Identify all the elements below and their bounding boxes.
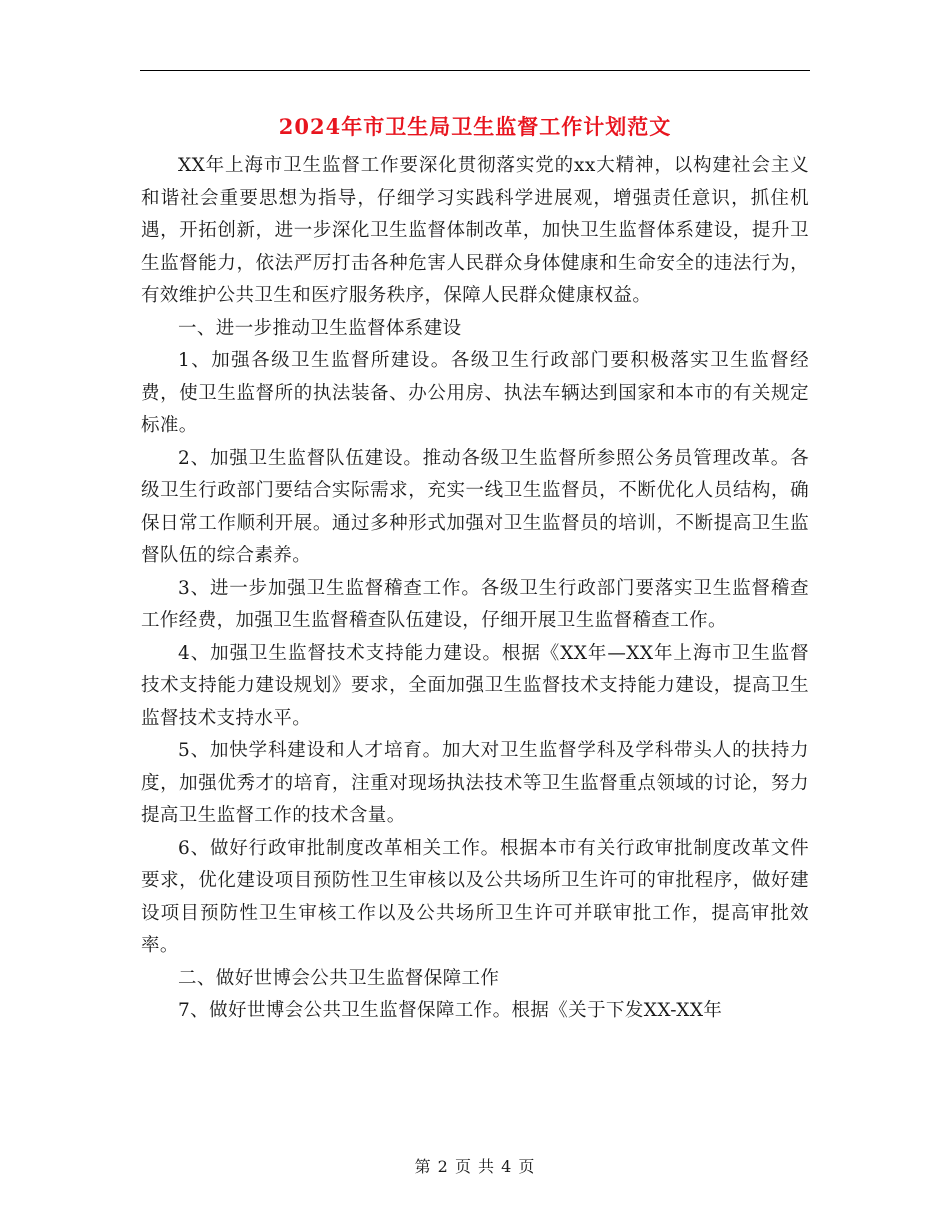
item-paragraph-5: 5、加快学科建设和人才培育。加大对卫生监督学科及学科带头人的扶持力度，加强优秀才的培育，注重对现场执法技术等卫生监督重点领域的讨论，努力提高卫生监督工作的技术含量。	[141, 740, 809, 826]
item-paragraph-4: 4、加强卫生监督技术支持能力建设。根据《XX年—XX年上海市卫生监督技术支持能力建设规划》要求，全面加强卫生监督技术支持能力建设，提高卫生监督技术支持水平。	[141, 642, 809, 729]
header-rule	[140, 70, 810, 71]
intro-paragraph: XX年上海市卫生监督工作要深化贯彻落实党的xx大精神，以构建社会主义和谐社会重要思想为指导，仔细学习实践科学进展观，增强责任意识，抓住机遇，开拓创新，进一步深化卫生监督体制改革，加快卫生监督体系建设，提升卫生监督能力，依法严厉打击各种危害人民群众身体健康和生命安全的违法行为，有效维护公共卫生和医疗服务秩序，保障人民群众健康权益。	[141, 155, 809, 306]
item-paragraph-1: 1、加强各级卫生监督所建设。各级卫生行政部门要积极落实卫生监督经费，使卫生监督所的执法装备、办公用房、执法车辆达到国家和本市的有关规定标准。	[141, 350, 809, 436]
document-body	[141, 150, 809, 1028]
section-heading-2: 二、做好世博会公共卫生监督保障工作	[178, 967, 500, 989]
document-title: 2024年市卫生局卫生监督工作计划范文	[278, 114, 672, 139]
item-paragraph-2: 2、加强卫生监督队伍建设。推动各级卫生监督所参照公务员管理改革。各级卫生行政部门要结合实际需求，充实一线卫生监督员，不断优化人员结构，确保日常工作顺利开展。通过多种形式加强对卫生监督员的培训，不断提高卫生监督队伍的综合素养。	[141, 447, 809, 566]
item-paragraph-3: 3、进一步加强卫生监督稽查工作。各级卫生行政部门要落实卫生监督稽查工作经费，加强卫生监督稽查队伍建设，仔细开展卫生监督稽查工作。	[141, 577, 809, 631]
page-number: 第 2 页 共 4 页	[414, 1157, 536, 1176]
item-paragraph-6: 6、做好行政审批制度改革相关工作。根据本市有关行政审批制度改革文件要求，优化建设项目预防性卫生审核以及公共场所卫生许可的审批程序，做好建设项目预防性卫生审核工作以及公共场所卫生许可并联审批工作，提高审批效率。	[141, 837, 809, 956]
item-paragraph-7: 7、做好世博会公共卫生监督保障工作。根据《关于下发XX-XX年	[178, 1000, 723, 1021]
section-heading-1: 一、进一步推动卫生监督体系建设	[178, 317, 462, 339]
